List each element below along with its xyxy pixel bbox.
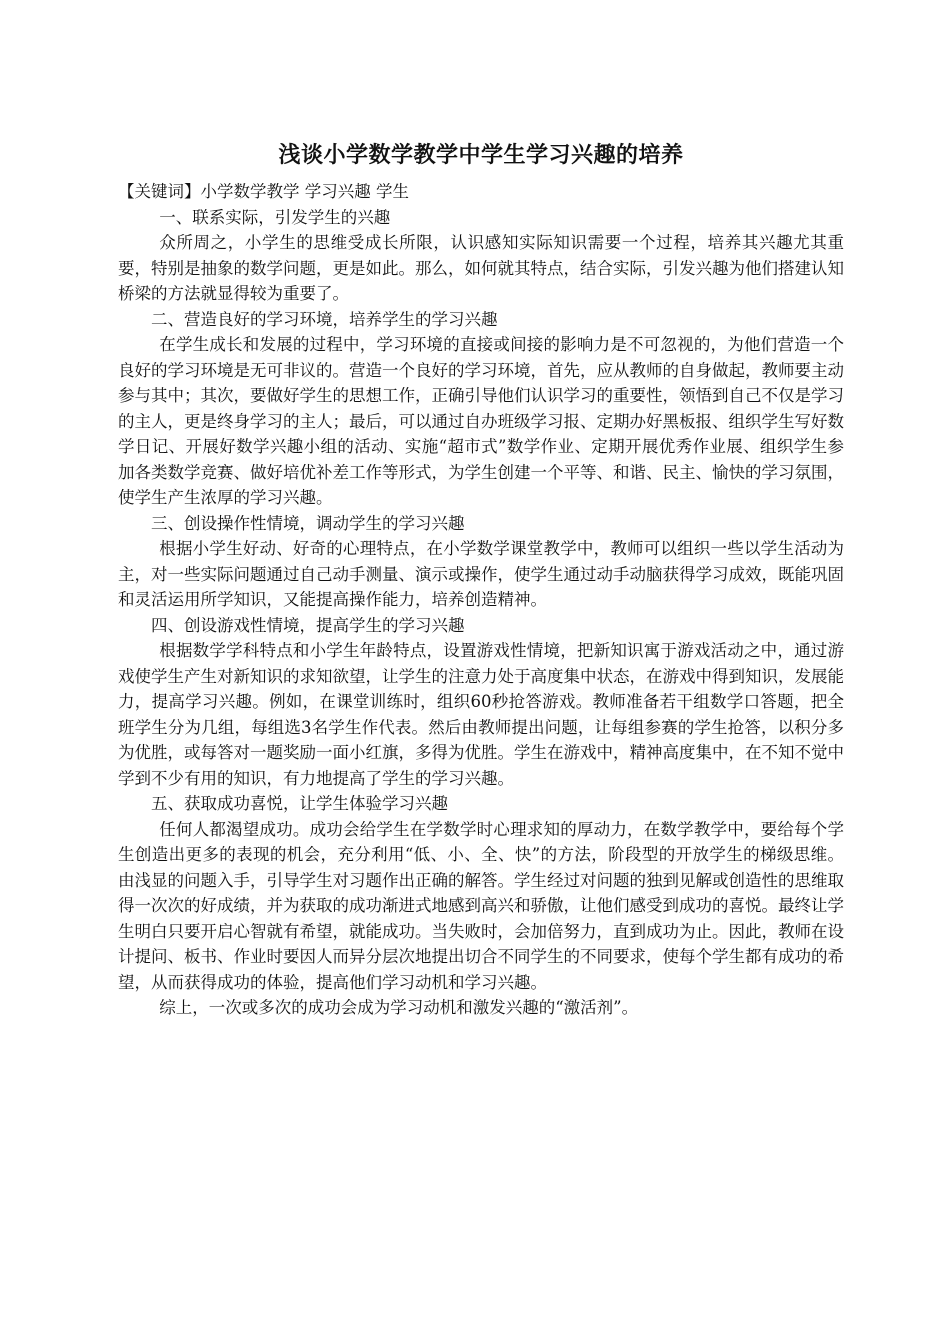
document-title: 浅谈小学数学教学中学生学习兴趣的培养 bbox=[278, 143, 684, 168]
section-3-paragraph: 根据小学生好动、好奇的心理特点，在小学数学课堂教学中，教师可以组织一些以学生活动为主，对一些实际问题通过自己动手测量、演示或操作，使学生通过动手动脑获得学习成效，既能巩固和灵活运用所学知识，又能提高操作能力，培养创造精神。 bbox=[118, 539, 844, 609]
document-page bbox=[118, 138, 844, 1021]
conclusion-paragraph: 综上，一次或多次的成功会成为学习动机和激发兴趣的“激活剂”。 bbox=[159, 998, 639, 1017]
section-1-paragraph: 众所周之，小学生的思维受成长所限，认识感知实际知识需要一个过程，培养其兴趣尤其重要，特别是抽象的数学问题，更是如此。那么，如何就其特点，结合实际，引发兴趣为他们搭建认知桥梁的方法就显得较为重要了。 bbox=[118, 233, 844, 303]
section-heading-5: 五、获取成功喜悦，让学生体验学习兴趣 bbox=[151, 794, 448, 813]
section-heading-3: 三、创设操作性情境，调动学生的学习兴趣 bbox=[151, 513, 465, 533]
keywords-line: 【关键词】小学数学教学 学习兴趣 学生 bbox=[118, 182, 409, 201]
section-heading-2: 二、营造良好的学习环境，培养学生的学习兴趣 bbox=[151, 309, 498, 329]
section-4-paragraph: 根据数学学科特点和小学生年龄特点，设置游戏性情境，把新知识寓于游戏活动之中，通过游戏使学生产生对新知识的求知欲望，让学生的注意力处于高度集中状态，在游戏中得到知识，发展能力，提高学习兴趣。例如，在课堂训练时，组织60秒抢答游戏。教师准备若干组数学口答题，把全班学生分为几组，每组选3名学生作代表。然后由教师提出问题，让每组参赛的学生抢答，以积分多为优胜，或每答对一题奖励一面小红旗，多得为优胜。学生在游戏中，精神高度集中，在不知不觉中学到不少有用的知识，有力地提高了学生的学习兴趣。 bbox=[118, 641, 844, 788]
section-heading-4: 四、创设游戏性情境，提高学生的学习兴趣 bbox=[151, 615, 465, 635]
section-2-paragraph: 在学生成长和发展的过程中，学习环境的直接或间接的影响力是不可忽视的，为他们营造一个良好的学习环境是无可非议的。营造一个良好的学习环境，首先，应从教师的自身做起，教师要主动参与其中；其次，要做好学生的思想工作，正确引导他们认识学习的重要性，领悟到自己不仅是学习的主人，更是终身学习的主人；最后，可以通过自办班级学习报、定期办好黑板报、组织学生写好数学日记、开展好数学兴趣小组的活动、实施“超市式”数学作业、定期开展优秀作业展、组织学生参加各类数学竞赛、做好培优补差工作等形式，为学生创建一个平等、和谐、民主、愉快的学习氛围，使学生产生浓厚的学习兴趣。 bbox=[118, 335, 844, 507]
section-heading-1: 一、联系实际，引发学生的兴趣 bbox=[159, 207, 391, 227]
section-5-paragraph: 任何人都渴望成功。成功会给学生在学数学时心理求知的厚动力，在数学教学中，要给每个学生创造出更多的表现的机会，充分利用“低、小、全、快”的方法，阶段型的开放学生的梯级思维。由浅显的问题入手，引导学生对习题作出正确的解答。学生经过对问题的独到见解或创造性的思维取得一次次的好成绩，并为获取的成功渐进式地感到高兴和骄傲，让他们感受到成功的喜悦。最终让学生明白只要开启心智就有希望，就能成功。当失败时，会加倍努力，直到成功为止。因此，教师在设计提问、板书、作业时要因人而异分层次地提出切合不同学生的不同要求，使每个学生都有成功的希望，从而获得成功的体验，提高他们学习动机和学习兴趣。 bbox=[118, 819, 844, 992]
